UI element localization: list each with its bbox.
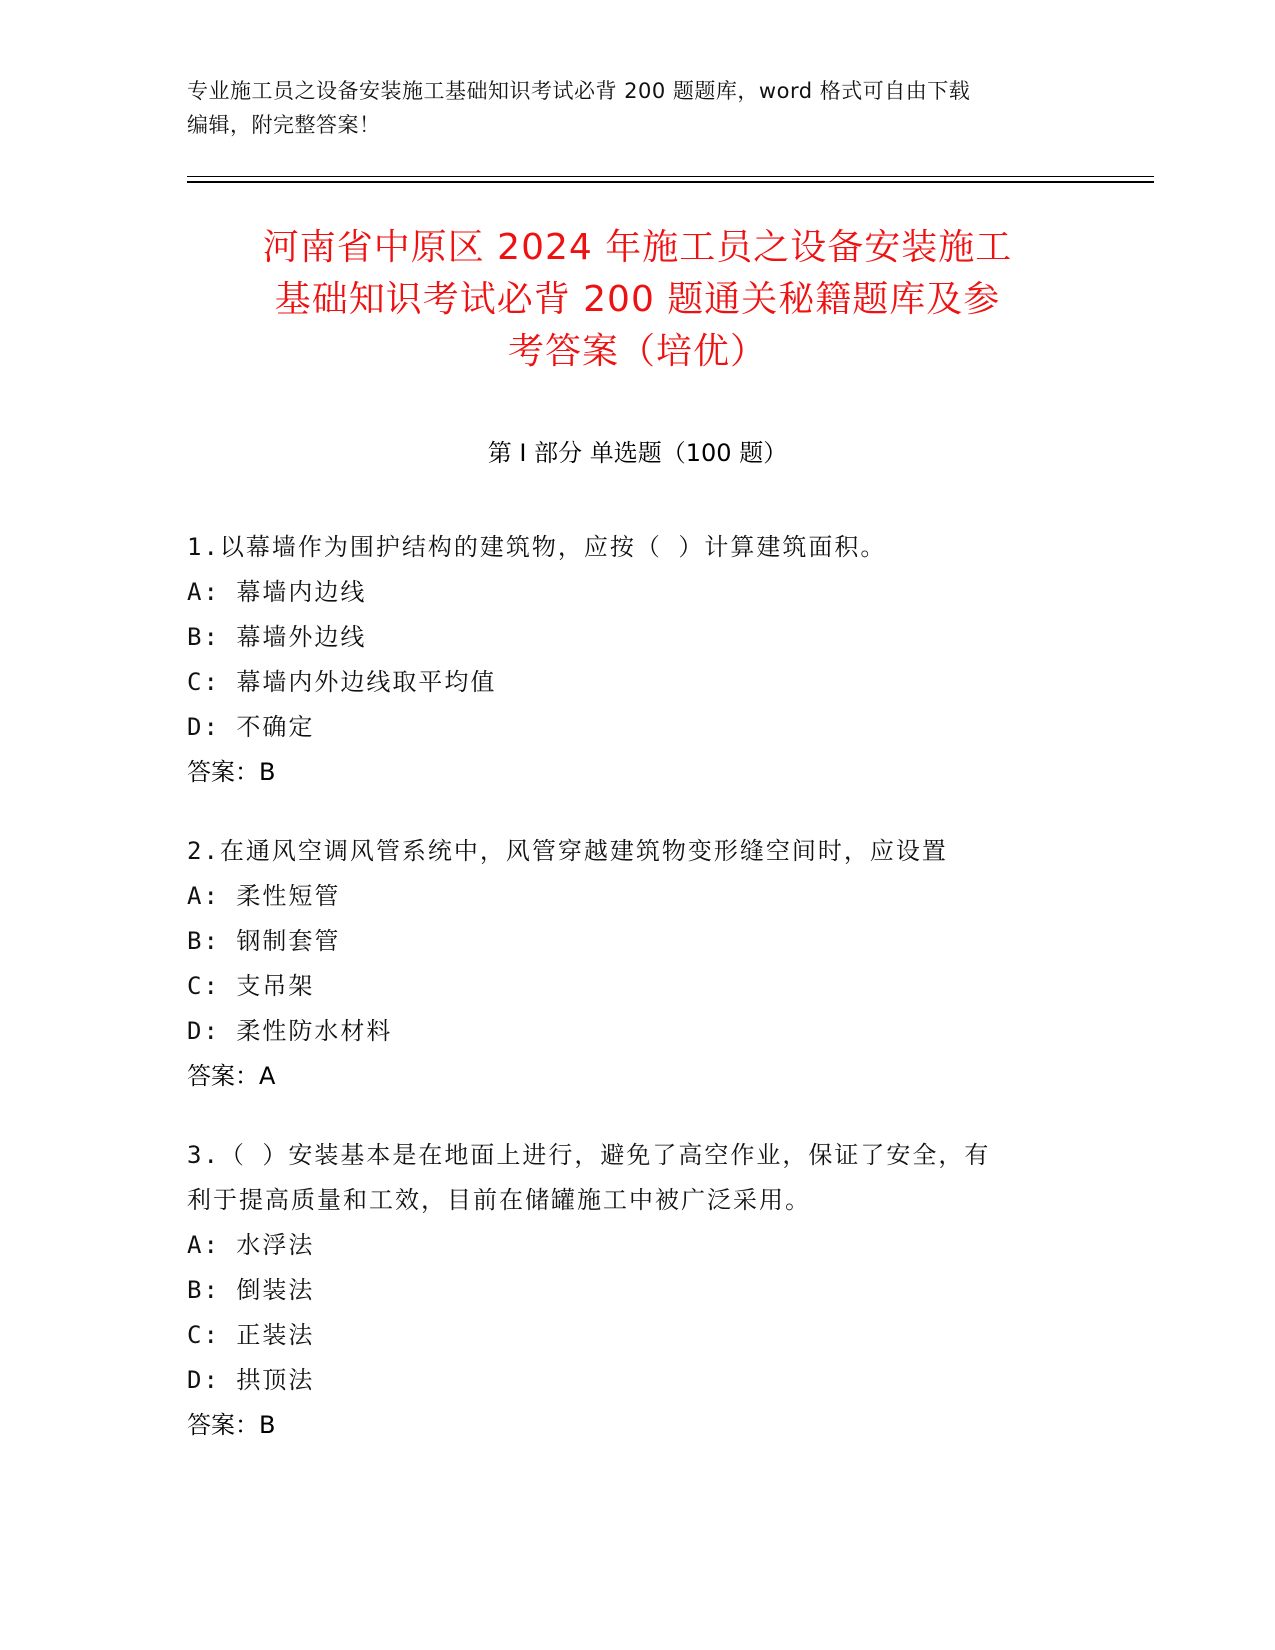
question-stem-continued: 利于提高质量和工效，目前在储罐施工中被广泛采用。 — [187, 1186, 811, 1214]
section-heading: 第 I 部分 单选题（100 题） — [487, 439, 788, 467]
title-line-1: 河南省中原区 2024 年施工员之设备安装施工 — [262, 227, 1013, 268]
question-3 — [187, 1133, 1087, 1448]
header-divider-thick — [187, 181, 1154, 183]
question-2 — [187, 829, 1087, 1099]
question-list — [187, 525, 1087, 1482]
question-1 — [187, 525, 1087, 795]
header-divider-thin — [187, 176, 1154, 177]
option-c: C: 幕墙内外边线取平均值 — [187, 668, 497, 696]
header-note-line-1: 专业施工员之设备安装施工基础知识考试必背 200 题题库，word 格式可自由下载 — [187, 79, 971, 103]
option-d: D: 拱顶法 — [187, 1366, 315, 1394]
title-line-3: 考答案（培优） — [507, 331, 767, 372]
option-c: C: 正装法 — [187, 1321, 315, 1349]
header-note-line-2: 编辑，附完整答案！ — [187, 113, 381, 137]
header-note — [187, 74, 1087, 142]
option-b: B: 倒装法 — [187, 1276, 315, 1304]
option-a: A: 水浮法 — [187, 1231, 315, 1259]
question-stem: 2.在通风空调风管系统中，风管穿越建筑物变形缝空间时，应设置 — [187, 837, 948, 865]
title-line-2: 基础知识考试必背 200 题通关秘籍题库及参 — [274, 279, 1001, 320]
option-d: D: 柔性防水材料 — [187, 1017, 393, 1045]
option-d: D: 不确定 — [187, 713, 315, 741]
option-c: C: 支吊架 — [187, 972, 315, 1000]
option-a: A: 柔性短管 — [187, 882, 341, 910]
option-a: A: 幕墙内边线 — [187, 578, 367, 606]
answer: 答案：B — [187, 758, 276, 786]
option-b: B: 钢制套管 — [187, 927, 341, 955]
document-title — [150, 222, 1125, 378]
question-stem: 1.以幕墙作为围护结构的建筑物，应按（ ）计算建筑面积。 — [187, 533, 887, 561]
option-b: B: 幕墙外边线 — [187, 623, 367, 651]
question-stem: 3.（ ）安装基本是在地面上进行，避免了高空作业，保证了安全，有 — [187, 1141, 991, 1169]
answer: 答案：A — [187, 1062, 276, 1090]
answer: 答案：B — [187, 1411, 276, 1439]
